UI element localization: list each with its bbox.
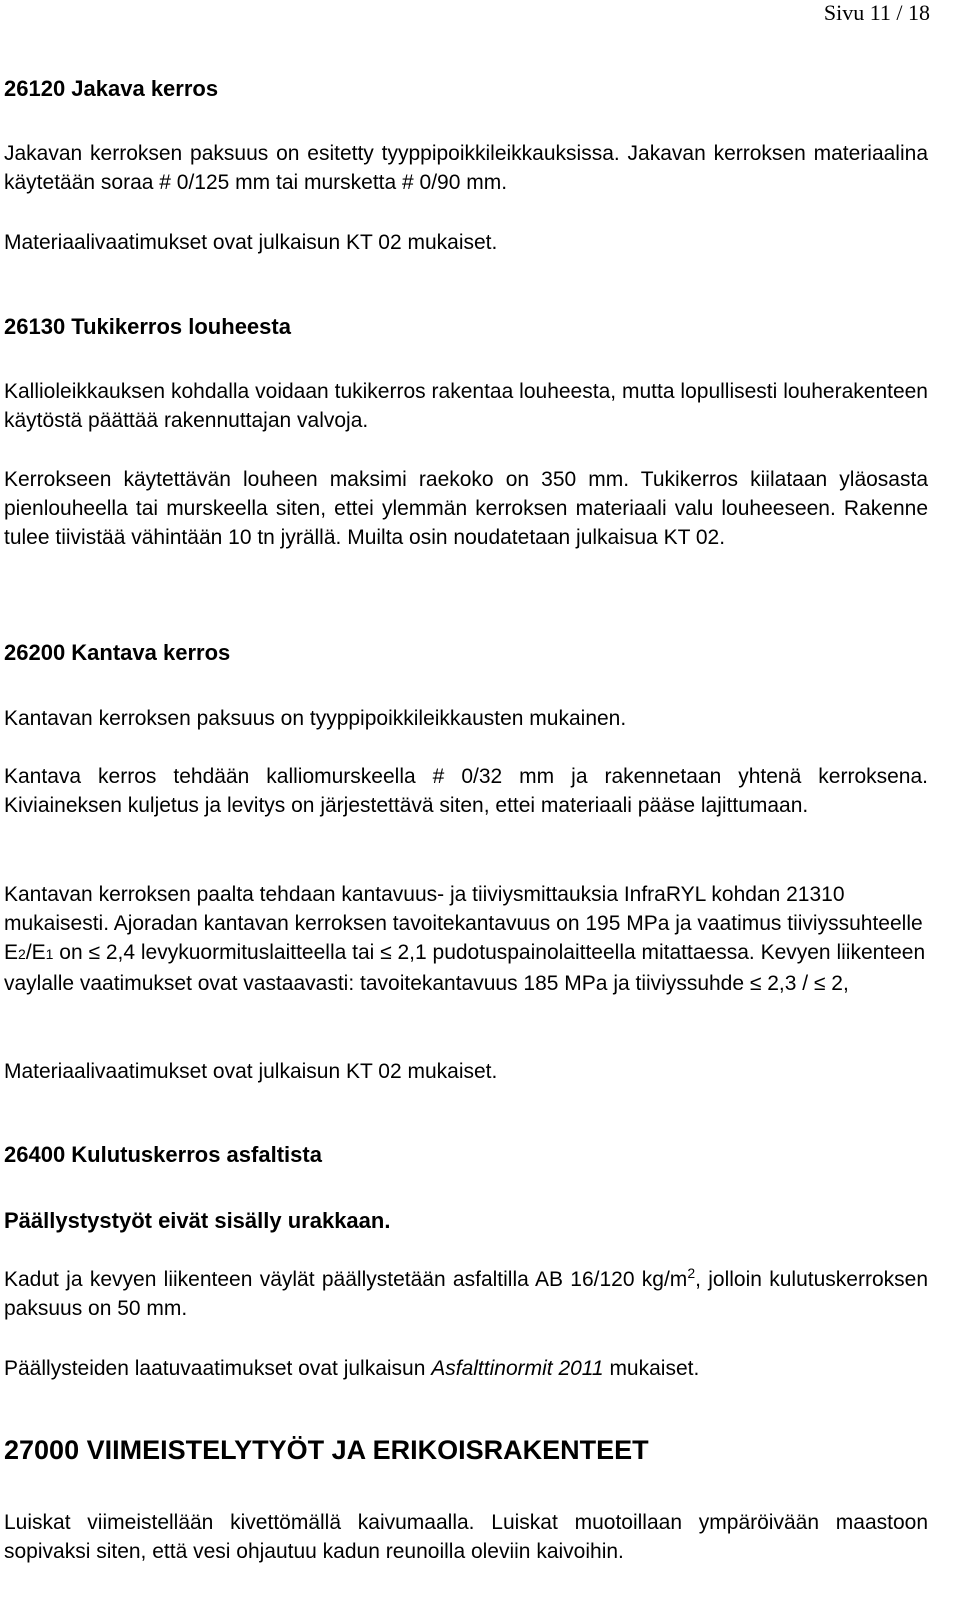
paragraph <box>4 1265 928 1323</box>
section-subheading: Päällystystyöt eivät sisälly urakkaan. <box>4 1208 391 1233</box>
paragraph: Kerrokseen käytettävän louheen maksimi raekoko on 350 mm. Tukikerros kiilataan yläosasta pienlouheella tai murskeella siten, ettei ylemmän kerroksen materiaali valu louheeseen. Rakenne tulee tiivistää vähintään 10 tn jyrällä. Muilta osin noudatetaan julkaisua KT 02. <box>4 468 928 549</box>
text-run: on ≤ 2,4 levykuormituslaitteella tai ≤ 2,1 pudotuspainolaitteella mitattaessa. Kevyen liikenteen vaylalle vaatimukset ovat vastaavasti: tavoitekantavuus 185 MPa ja tiiviyssuhde ≤ 2,3 / ≤ 2, <box>4 941 926 995</box>
page-number: Sivu 11 / 18 <box>823 0 930 25</box>
publication-title: Asfalttinormit 2011 <box>431 1357 604 1380</box>
section-heading-26400: 26400 Kulutuskerros asfaltista <box>4 1142 322 1167</box>
text-run: , jolloin kulutuskerroksen paksuus on 50 mm. <box>4 1268 928 1320</box>
paragraph: Kantavan kerroksen paksuus on tyyppipoikkileikkausten mukainen. <box>4 707 627 730</box>
paragraph <box>4 1354 928 1383</box>
text-run: Kantavan kerroksen paalta tehdaan kantavuus- ja tiiviysmittauksia InfraRYL kohdan 21310 mukaisesti. Ajoradan kantavan kerroksen tavoitekantavuus on 195 MPa ja vaatimus tiiviyssuhteelle E <box>4 883 923 964</box>
paragraph: Luiskat viimeistellään kivettömällä kaivumaalla. Luiskat muotoillaan ympäröivään maastoon sopivaksi siten, että vesi ohjautuu kadun reunoilla oleviin kaivoihin. <box>4 1511 928 1563</box>
section-heading-26200: 26200 Kantava kerros <box>4 640 231 665</box>
text-run: mukaiset. <box>603 1357 700 1380</box>
section-heading-26130: 26130 Tukikerros louheesta <box>4 314 291 339</box>
paragraph: Materiaalivaatimukset ovat julkaisun KT 02 mukaiset. <box>4 1060 498 1083</box>
superscript: 2 <box>687 1265 696 1281</box>
text-run: Päällysteiden laatuvaatimukset ovat julkaisun <box>4 1357 432 1380</box>
text-run: /E <box>25 941 46 964</box>
paragraph: Jakavan kerroksen paksuus on esitetty tyyppipoikkileikkauksissa. Jakavan kerroksen materiaalina käytetään soraa # 0/125 mm tai mursketta # 0/90 mm. <box>4 142 928 194</box>
paragraph: Materiaalivaatimukset ovat julkaisun KT 02 mukaiset. <box>4 231 498 254</box>
subscript: 2 <box>18 946 26 962</box>
paragraph: Kantava kerros tehdään kalliomurskeella # 0/32 mm ja rakennetaan yhtenä kerroksena. Kiviaineksen kuljetus ja levitys on järjestettävä siten, ettei materiaali pääse lajittumaan. <box>4 765 928 817</box>
paragraph: Kallioleikkauksen kohdalla voidaan tukikerros rakentaa louheesta, mutta lopullisesti louherakenteen käytöstä päättää rakennuttajan valvoja. <box>4 380 928 432</box>
subscript: 1 <box>45 946 54 962</box>
section-heading-27000: 27000 VIIMEISTELYTYÖT JA ERIKOISRAKENTEET <box>4 1435 649 1465</box>
text-run: Kadut ja kevyen liikenteen väylät päällystetään asfaltilla AB 16/120 kg/m <box>4 1268 688 1291</box>
section-heading-26120: 26120 Jakava kerros <box>4 76 219 101</box>
paragraph <box>4 880 928 998</box>
